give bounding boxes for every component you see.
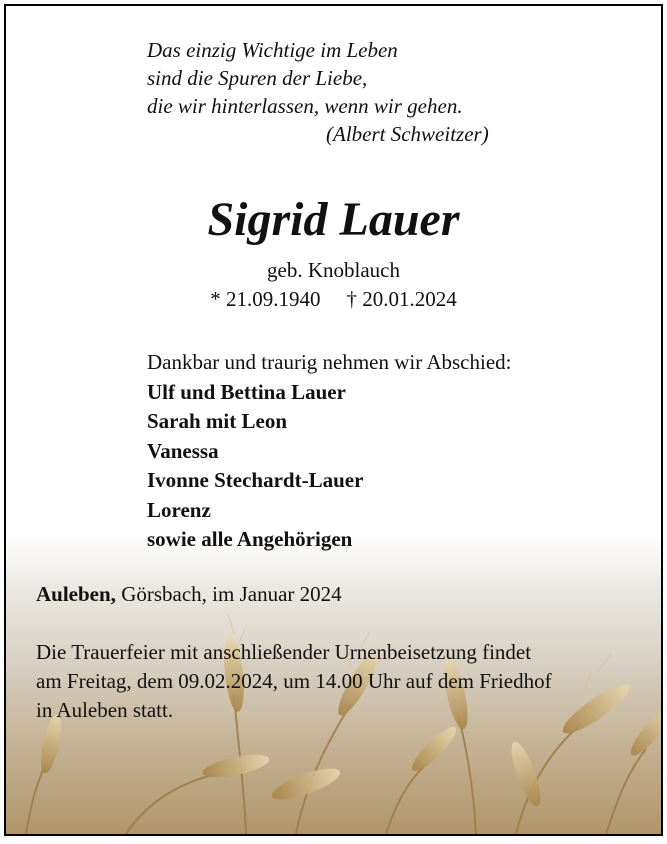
service-line: am Freitag, dem 09.02.2024, um 14.00 Uhr auf dem Friedhof [36,669,552,693]
quote-line: sind die Spuren der Liebe, [147,66,368,90]
mourner-name: Vanessa [147,438,219,463]
mourners-block [147,348,512,555]
quote-author: (Albert Schweitzer) [326,122,489,146]
service-line: Die Trauerfeier mit anschließender Urnenbeisetzung findet [36,640,532,664]
mourners-intro: Dankbar und traurig nehmen wir Abschied: [147,350,512,374]
quote-line: Das einzig Wichtige im Leben [147,38,398,62]
mourner-name: Ivonne Stechardt-Lauer [147,468,364,492]
life-dates [6,285,661,313]
obituary-notice [4,4,663,836]
mourner-name: Lorenz [147,497,211,522]
place-rest: Görsbach, im Januar 2024 [115,582,342,606]
mourner-name: sowie alle Angehörigen [147,527,353,551]
service-line: in Auleben statt. [36,698,174,722]
deceased-name: Sigrid Lauer [207,193,460,246]
maiden-name: geb. Knoblauch [267,258,400,282]
funeral-service-info [36,638,656,725]
mourner-name: Ulf und Bettina Lauer [147,379,346,404]
place-town: Auleben, [36,582,116,606]
death-date: † 20.01.2024 [346,287,457,311]
mourner-name: Sarah mit Leon [147,409,288,433]
place-date-line [36,580,342,608]
birth-date: * 21.09.1940 [210,287,321,311]
quote-line: die wir hinterlassen, wenn wir gehen. [147,94,463,118]
quote-block [147,36,489,148]
